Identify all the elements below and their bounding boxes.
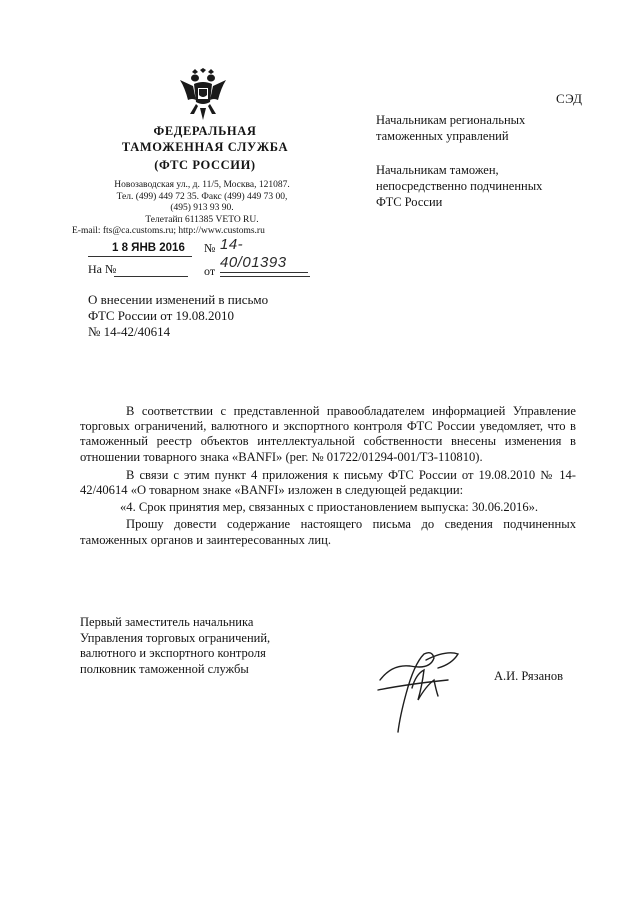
number-field	[220, 236, 308, 273]
letter-body	[80, 404, 576, 548]
recipient-line: таможенных управлений	[376, 129, 509, 143]
address-line: Телетайп 611385 VETO RU.	[145, 214, 259, 225]
position-line: полковник таможенной службы	[80, 661, 249, 676]
position-line: Первый заместитель начальника	[80, 615, 254, 629]
number-underline	[220, 272, 308, 273]
ref-date-underline	[220, 276, 310, 277]
subject-line: ФТС России от 19.08.2010	[88, 308, 235, 323]
position-line: валютного и экспортного контроля	[80, 646, 266, 660]
recipient-line: Начальникам таможен,	[376, 163, 499, 177]
recipient-block-1	[376, 112, 525, 144]
org-name-line: ФЕДЕРАЛЬНАЯ	[153, 124, 257, 138]
date-field	[88, 240, 192, 257]
signatory-name: А.И. Рязанов	[494, 669, 563, 683]
subject-line: № 14-42/40614	[88, 324, 171, 339]
ref-number-underline	[114, 276, 188, 277]
letter-number: 14-40/01393	[220, 236, 287, 271]
body-paragraph: В соответствии с представленной правообладателем информацией Управление торговых ограничений, валютного и экспортного контроля ФТС России уведомляет, что в таможенный реестр объектов интеллектуальной собственности внесены изменения в отношении товарного знака «BANFI» (рег. № 01722/01294-001/ТЗ-110810).	[80, 404, 576, 464]
ref-from-label: от	[204, 264, 216, 278]
signatory-position	[80, 615, 270, 677]
letter-subject	[88, 292, 268, 340]
recipient-line: Начальникам региональных	[376, 113, 526, 127]
date-underline	[88, 256, 192, 257]
recipient-line: ФТС России	[376, 195, 443, 209]
number-label: №	[204, 241, 216, 255]
body-paragraph: Прошу довести содержание настоящего письма до сведения подчиненных таможенных органов и заинтересованных лиц.	[80, 517, 576, 547]
body-paragraph: «4. Срок принятия мер, связанных с приостановлением выпуска: 30.06.2016».	[120, 500, 539, 515]
date-stamp: 1 8 ЯНВ 2016	[112, 242, 185, 254]
address-line: (495) 913 93 90.	[170, 203, 234, 213]
recipient-block-2	[376, 162, 542, 210]
org-name-line: ТАМОЖЕННАЯ СЛУЖБА	[121, 140, 289, 154]
subject-line: О внесении изменений в письмо	[88, 292, 269, 307]
org-name-line: (ФТС РОССИИ)	[154, 158, 256, 172]
org-address	[72, 180, 332, 238]
org-name	[110, 123, 300, 173]
handwritten-signature	[360, 640, 470, 735]
recipient-line: непосредственно подчиненных	[376, 179, 543, 193]
sed-mark: СЭД	[556, 91, 583, 106]
address-line: E-mail: fts@ca.customs.ru; http://www.customs.ru	[72, 226, 265, 236]
ref-number-label: На №	[88, 262, 117, 276]
address-line: Новозаводская ул., д. 11/5, Москва, 121087.	[114, 180, 290, 190]
position-line: Управления торговых ограничений,	[80, 630, 271, 645]
coat-of-arms-icon	[178, 68, 228, 122]
address-line: Тел. (499) 449 72 35. Факс (499) 449 73 00,	[116, 191, 288, 202]
body-paragraph: В связи с этим пункт 4 приложения к письму ФТС России от 19.08.2010 № 14-42/40614 «О товарном знаке «BANFI» изложен в следующей редакции:	[80, 467, 576, 498]
